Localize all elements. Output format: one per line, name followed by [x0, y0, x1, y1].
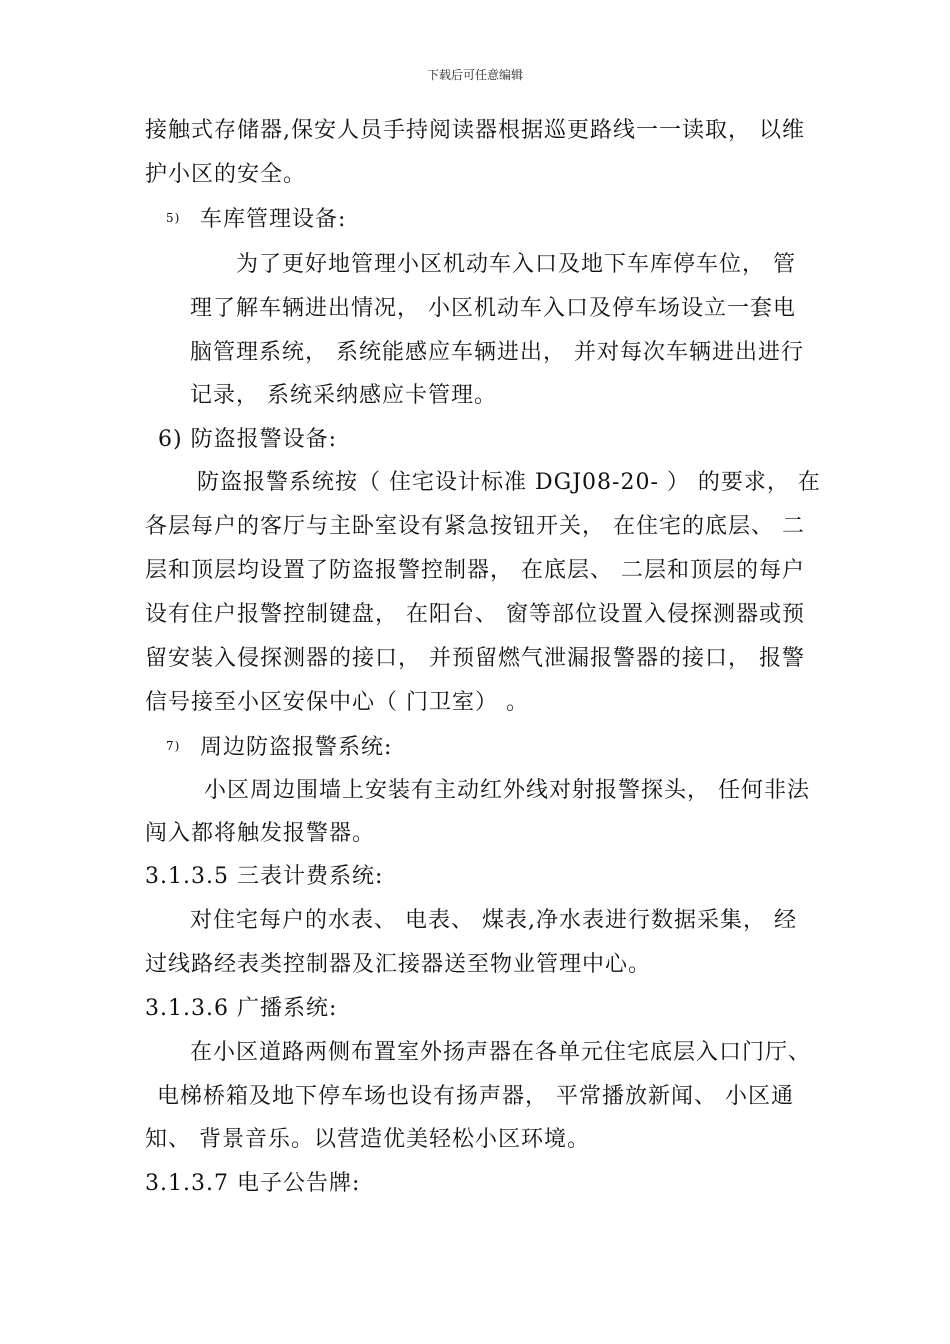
section-heading: 3.1.3.6 广播系统: — [145, 996, 338, 1021]
body-line: 为了更好地管理小区机动车入口及地下车库停车位， 管 — [236, 252, 796, 277]
body-line: 对住宅每户的水表、 电表、 煤表,净水表进行数据采集， 经 — [190, 908, 797, 933]
section-heading: 3.1.3.5 三表计费系统: — [145, 864, 384, 889]
list-marker: 5) — [166, 211, 181, 225]
body-line: 电梯桥箱及地下停车场也设有扬声器， 平常播放新闻、 小区通 — [157, 1084, 794, 1109]
body-line: 理了解车辆进出情况， 小区机动车入口及停车场设立一套电 — [190, 296, 796, 321]
body-line: 设有住户报警控制键盘， 在阳台、 窗等部位设置入侵探测器或预 — [145, 602, 805, 627]
section-heading: 6) 防盗报警设备: — [158, 427, 337, 452]
body-line: 知、 背景音乐。以营造优美轻松小区环境。 — [145, 1127, 590, 1152]
body-line: 各层每户的客厅与主卧室设有紧急按钮开关， 在住宅的底层、 二 — [145, 514, 805, 539]
list-item-garage — [166, 207, 346, 233]
section-heading: 车库管理设备: — [200, 207, 347, 232]
list-marker: 7) — [166, 739, 181, 753]
section-heading: 周边防盗报警系统: — [200, 735, 393, 760]
body-line: 小区周边围墙上安装有主动红外线对射报警探头， 任何非法 — [204, 778, 810, 803]
body-line: 层和顶层均设置了防盗报警控制器， 在底层、 二层和顶层的每户 — [145, 558, 805, 583]
body-line: 接触式存储器,保安人员手持阅读器根据巡更路线一一读取， 以维 — [145, 118, 805, 143]
body-line: 在小区道路两侧布置室外扬声器在各单元住宅底层入口门厅、 — [190, 1040, 812, 1065]
page-header: 下载后可任意编辑 — [426, 68, 523, 82]
list-item-perimeter — [166, 735, 392, 761]
body-line: 护小区的安全。 — [145, 162, 307, 187]
section-heading: 3.1.3.7 电子公告牌: — [145, 1171, 361, 1196]
body-line: 脑管理系统， 系统能感应车辆进出， 并对每次车辆进出进行 — [190, 340, 804, 365]
body-line: 防盗报警系统按（ 住宅设计标准 DGJ08-20- ） 的要求， 在 — [197, 470, 821, 495]
body-line: 留安装入侵探测器的接口， 并预留燃气泄漏报警器的接口， 报警 — [145, 646, 805, 671]
body-line: 记录， 系统采纳感应卡管理。 — [190, 383, 497, 408]
body-line: 闯入都将触发报警器。 — [145, 821, 376, 846]
body-line: 过线路经表类控制器及汇接器送至物业管理中心。 — [145, 952, 652, 977]
body-line: 信号接至小区安保中心（ 门卫室） 。 — [145, 690, 529, 715]
